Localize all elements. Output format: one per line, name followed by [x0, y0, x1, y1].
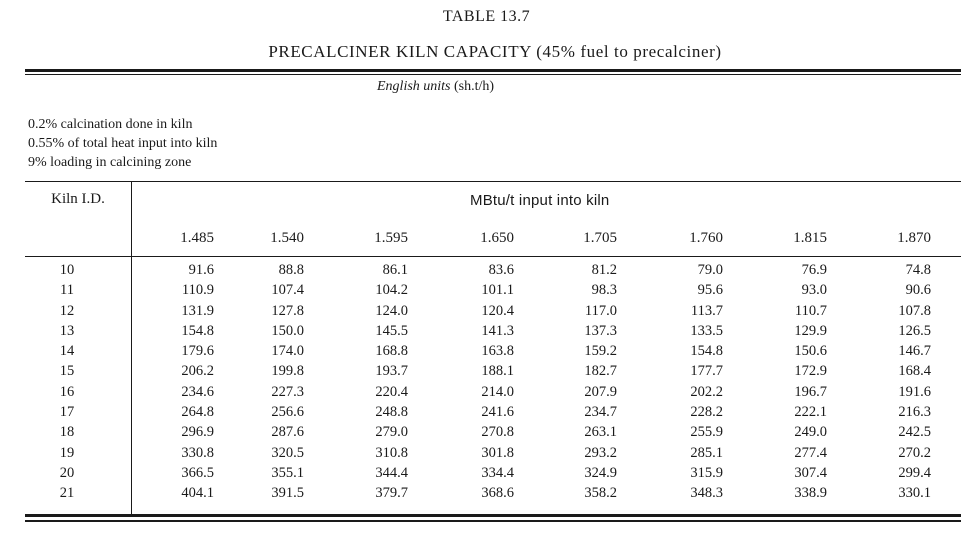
- column-group-label: MBtu/t input into kiln: [470, 192, 610, 209]
- capacity-cell: 249.0: [794, 424, 827, 441]
- table-body: [0, 262, 973, 506]
- capacity-cell: 287.6: [271, 424, 304, 441]
- condition-line: 9% loading in calcining zone: [28, 155, 192, 170]
- bottom-rule-thick: [25, 514, 961, 517]
- capacity-cell: 182.7: [584, 363, 617, 380]
- capacity-cell: 330.8: [181, 444, 214, 461]
- units-italic: English units: [377, 79, 451, 94]
- units-label: [377, 79, 494, 95]
- capacity-cell: 95.6: [697, 282, 723, 299]
- capacity-cell: 234.7: [584, 404, 617, 421]
- capacity-cell: 168.8: [375, 343, 408, 360]
- table-row: [0, 384, 973, 404]
- capacity-cell: 214.0: [481, 383, 514, 400]
- capacity-cell: 101.1: [481, 282, 514, 299]
- kiln-id-cell: 17: [59, 404, 75, 421]
- capacity-cell: 255.9: [690, 424, 723, 441]
- capacity-cell: 330.1: [898, 485, 931, 502]
- column-header: 1.485: [180, 230, 214, 246]
- capacity-cell: 242.5: [898, 424, 931, 441]
- capacity-cell: 110.9: [181, 282, 214, 299]
- condition-line: 0.2% calcination done in kiln: [28, 117, 193, 132]
- column-header: 1.540: [270, 230, 304, 246]
- capacity-cell: 163.8: [481, 343, 514, 360]
- table-row: [0, 282, 973, 302]
- top-rule-thick: [25, 69, 961, 72]
- capacity-cell: 285.1: [690, 444, 723, 461]
- kiln-id-cell: 13: [59, 322, 75, 339]
- column-header: 1.870: [897, 230, 931, 246]
- capacity-cell: 159.2: [584, 343, 617, 360]
- capacity-cell: 110.7: [794, 302, 827, 319]
- capacity-cell: 79.0: [697, 262, 723, 278]
- capacity-cell: 404.1: [181, 485, 214, 502]
- capacity-cell: 141.3: [481, 322, 514, 339]
- capacity-cell: 196.7: [794, 383, 827, 400]
- table-row: [0, 343, 973, 363]
- capacity-cell: 188.1: [481, 363, 514, 380]
- capacity-cell: 248.8: [375, 404, 408, 421]
- capacity-cell: 270.2: [898, 444, 931, 461]
- capacity-cell: 310.8: [375, 444, 408, 461]
- capacity-cell: 107.4: [271, 282, 304, 299]
- table-row: [0, 404, 973, 424]
- capacity-cell: 299.4: [898, 464, 931, 481]
- table-title: PRECALCINER KILN CAPACITY (45% fuel to precalciner): [268, 42, 722, 61]
- capacity-cell: 76.9: [801, 262, 827, 278]
- kiln-id-cell: 20: [59, 464, 75, 481]
- kiln-id-cell: 16: [59, 383, 75, 400]
- capacity-cell: 296.9: [181, 424, 214, 441]
- kiln-id-cell: 12: [59, 302, 75, 319]
- capacity-cell: 179.6: [181, 343, 214, 360]
- table-row: [0, 363, 973, 383]
- row-header-label: Kiln I.D.: [51, 191, 105, 207]
- capacity-cell: 293.2: [584, 444, 617, 461]
- capacity-cell: 154.8: [690, 343, 723, 360]
- capacity-cell: 263.1: [584, 424, 617, 441]
- capacity-cell: 227.3: [271, 383, 304, 400]
- capacity-cell: 366.5: [181, 464, 214, 481]
- capacity-cell: 133.5: [690, 322, 723, 339]
- kiln-id-cell: 11: [60, 282, 74, 299]
- capacity-cell: 88.8: [278, 262, 304, 278]
- capacity-cell: 355.1: [271, 464, 304, 481]
- kiln-id-cell: 14: [59, 343, 75, 360]
- capacity-cell: 199.8: [271, 363, 304, 380]
- capacity-cell: 348.3: [690, 485, 723, 502]
- table-row: [0, 323, 973, 343]
- capacity-cell: 207.9: [584, 383, 617, 400]
- capacity-cell: 113.7: [690, 302, 723, 319]
- kiln-id-cell: 10: [59, 262, 75, 278]
- capacity-cell: 315.9: [690, 464, 723, 481]
- table-row: [0, 303, 973, 323]
- capacity-cell: 154.8: [181, 322, 214, 339]
- column-header: 1.650: [480, 230, 514, 246]
- capacity-cell: 93.0: [801, 282, 827, 299]
- capacity-cell: 107.8: [898, 302, 931, 319]
- capacity-cell: 234.6: [181, 383, 214, 400]
- capacity-cell: 117.0: [584, 302, 617, 319]
- capacity-cell: 131.9: [181, 302, 214, 319]
- capacity-cell: 206.2: [181, 363, 214, 380]
- units-suffix: (sh.t/h): [450, 79, 495, 94]
- capacity-cell: 126.5: [898, 322, 931, 339]
- column-header: 1.815: [793, 230, 827, 246]
- capacity-cell: 177.7: [690, 363, 723, 380]
- header-bottom-rule: [25, 256, 961, 257]
- capacity-cell: 324.9: [584, 464, 617, 481]
- kiln-id-cell: 15: [59, 363, 75, 380]
- capacity-cell: 129.9: [794, 322, 827, 339]
- table-row: [0, 485, 973, 505]
- capacity-cell: 222.1: [794, 404, 827, 421]
- header-top-rule: [25, 181, 961, 182]
- capacity-cell: 120.4: [481, 302, 514, 319]
- capacity-cell: 145.5: [375, 322, 408, 339]
- capacity-cell: 379.7: [375, 485, 408, 502]
- bottom-rule-thin: [25, 520, 961, 522]
- capacity-cell: 344.4: [375, 464, 408, 481]
- capacity-cell: 301.8: [481, 444, 514, 461]
- capacity-cell: 172.9: [794, 363, 827, 380]
- capacity-cell: 320.5: [271, 444, 304, 461]
- capacity-cell: 391.5: [271, 485, 304, 502]
- kiln-id-cell: 21: [59, 485, 75, 502]
- capacity-cell: 334.4: [481, 464, 514, 481]
- capacity-cell: 191.6: [898, 383, 931, 400]
- column-header: 1.595: [374, 230, 408, 246]
- capacity-cell: 146.7: [898, 343, 931, 360]
- kiln-id-cell: 18: [59, 424, 75, 441]
- table-row: [0, 465, 973, 485]
- column-header: 1.705: [583, 230, 617, 246]
- condition-line: 0.55% of total heat input into kiln: [28, 136, 218, 151]
- capacity-cell: 174.0: [271, 343, 304, 360]
- column-headers: [0, 230, 973, 250]
- capacity-cell: 228.2: [690, 404, 723, 421]
- capacity-cell: 264.8: [181, 404, 214, 421]
- capacity-cell: 90.6: [905, 282, 931, 299]
- table-row: [0, 424, 973, 444]
- capacity-cell: 220.4: [375, 383, 408, 400]
- capacity-cell: 193.7: [375, 363, 408, 380]
- capacity-cell: 137.3: [584, 322, 617, 339]
- capacity-cell: 277.4: [794, 444, 827, 461]
- capacity-cell: 202.2: [690, 383, 723, 400]
- capacity-cell: 307.4: [794, 464, 827, 481]
- capacity-cell: 168.4: [898, 363, 931, 380]
- conditions-list: [28, 115, 217, 172]
- capacity-cell: 368.6: [481, 485, 514, 502]
- capacity-cell: 127.8: [271, 302, 304, 319]
- capacity-cell: 124.0: [375, 302, 408, 319]
- capacity-cell: 279.0: [375, 424, 408, 441]
- table-row: [0, 262, 973, 282]
- capacity-cell: 74.8: [905, 262, 931, 278]
- top-rule-thin: [25, 74, 961, 75]
- capacity-cell: 270.8: [481, 424, 514, 441]
- capacity-cell: 83.6: [488, 262, 514, 278]
- capacity-cell: 86.1: [382, 262, 408, 278]
- table-row: [0, 445, 973, 465]
- capacity-cell: 216.3: [898, 404, 931, 421]
- column-header: 1.760: [689, 230, 723, 246]
- capacity-cell: 338.9: [794, 485, 827, 502]
- capacity-cell: 81.2: [591, 262, 617, 278]
- table-number: TABLE 13.7: [442, 8, 531, 25]
- capacity-cell: 91.6: [188, 262, 214, 278]
- kiln-id-cell: 19: [59, 444, 75, 461]
- capacity-cell: 256.6: [271, 404, 304, 421]
- capacity-cell: 104.2: [375, 282, 408, 299]
- capacity-cell: 150.6: [794, 343, 827, 360]
- capacity-cell: 150.0: [271, 322, 304, 339]
- capacity-cell: 241.6: [481, 404, 514, 421]
- capacity-cell: 358.2: [584, 485, 617, 502]
- capacity-cell: 98.3: [591, 282, 617, 299]
